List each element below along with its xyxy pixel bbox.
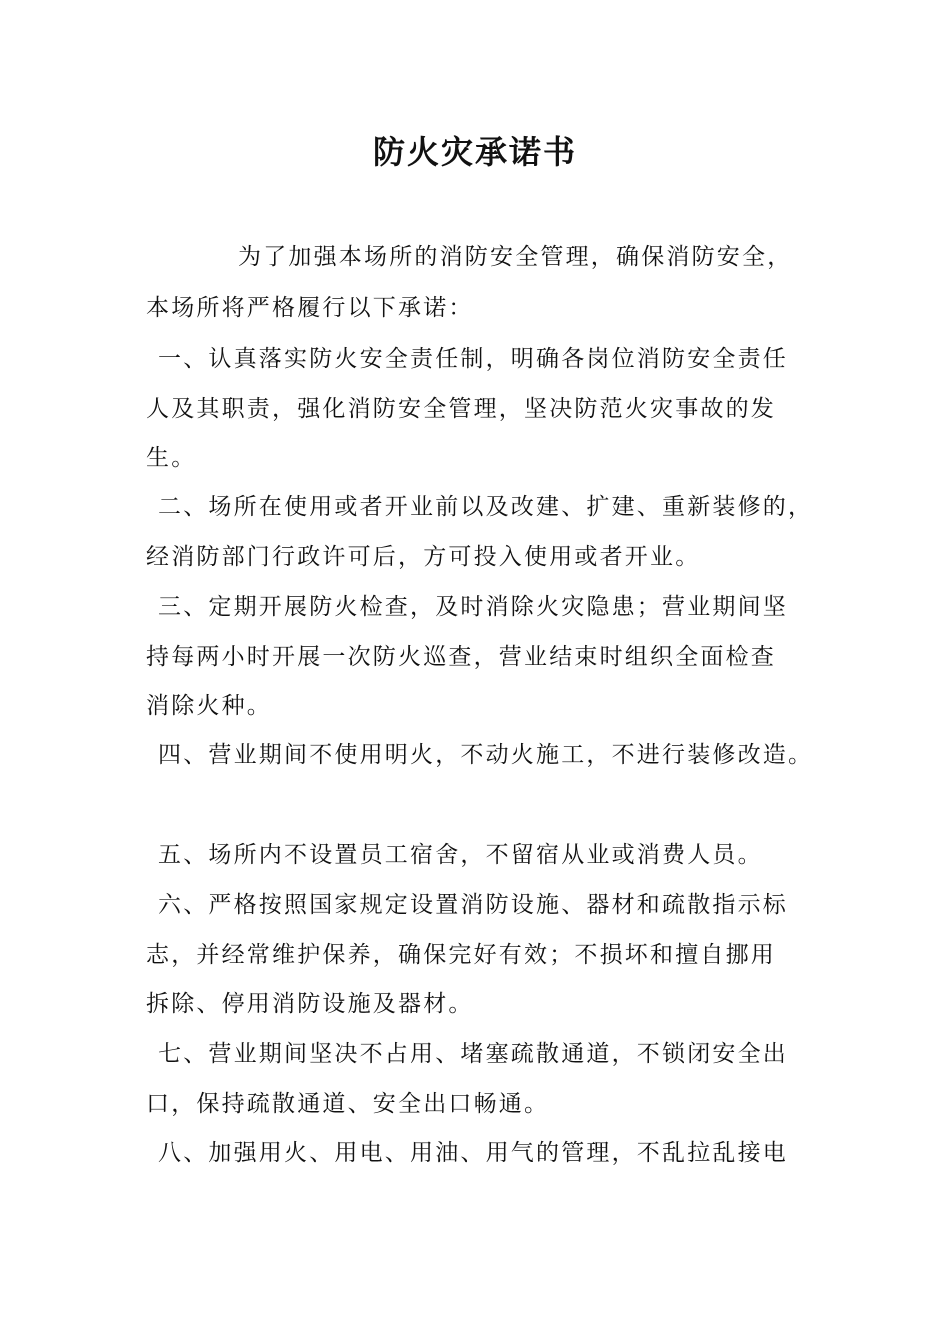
- paragraph-line: 持每两小时开展一次防火巡查，营业结束时组织全面检查: [146, 644, 776, 670]
- paragraph-line: 拆除、停用消防设施及器材。: [146, 991, 474, 1017]
- paragraph-line: 生。: [146, 445, 197, 471]
- paragraph-line: 四、营业期间不使用明火，不动火施工，不进行装修改造。: [158, 742, 814, 768]
- paragraph-line: 七、营业期间坚决不占用、堵塞疏散通道，不锁闭安全出: [158, 1041, 788, 1067]
- paragraph-line: 为了加强本场所的消防安全管理，确保消防安全，: [238, 244, 793, 270]
- paragraph-line: 经消防部门行政许可后，方可投入使用或者开业。: [146, 544, 701, 570]
- paragraph-line: 消除火种。: [146, 693, 272, 719]
- paragraph-line: 一、认真落实防火安全责任制，明确各岗位消防安全责任: [158, 346, 788, 372]
- document-title: 防火灾承诺书: [372, 133, 577, 171]
- paragraph-line: 人及其职责，强化消防安全管理，坚决防范火灾事故的发: [146, 396, 776, 422]
- paragraph-line: 二、场所在使用或者开业前以及改建、扩建、重新装修的，: [158, 494, 814, 520]
- paragraph-line: 三、定期开展防火检查，及时消除火灾隐患；营业期间坚: [158, 594, 788, 620]
- paragraph-line: 五、场所内不设置员工宿舍，不留宿从业或消费人员。: [158, 842, 763, 868]
- paragraph-line: 八、加强用火、用电、用油、用气的管理，不乱拉乱接电: [158, 1140, 788, 1166]
- paragraph-line: 口，保持疏散通道、安全出口畅通。: [146, 1091, 550, 1117]
- paragraph-line: 本场所将严格履行以下承诺：: [146, 295, 474, 321]
- paragraph-line: 六、严格按照国家规定设置消防设施、器材和疏散指示标: [158, 892, 788, 918]
- paragraph-line: 志，并经常维护保养，确保完好有效；不损坏和擅自挪用: [146, 942, 776, 968]
